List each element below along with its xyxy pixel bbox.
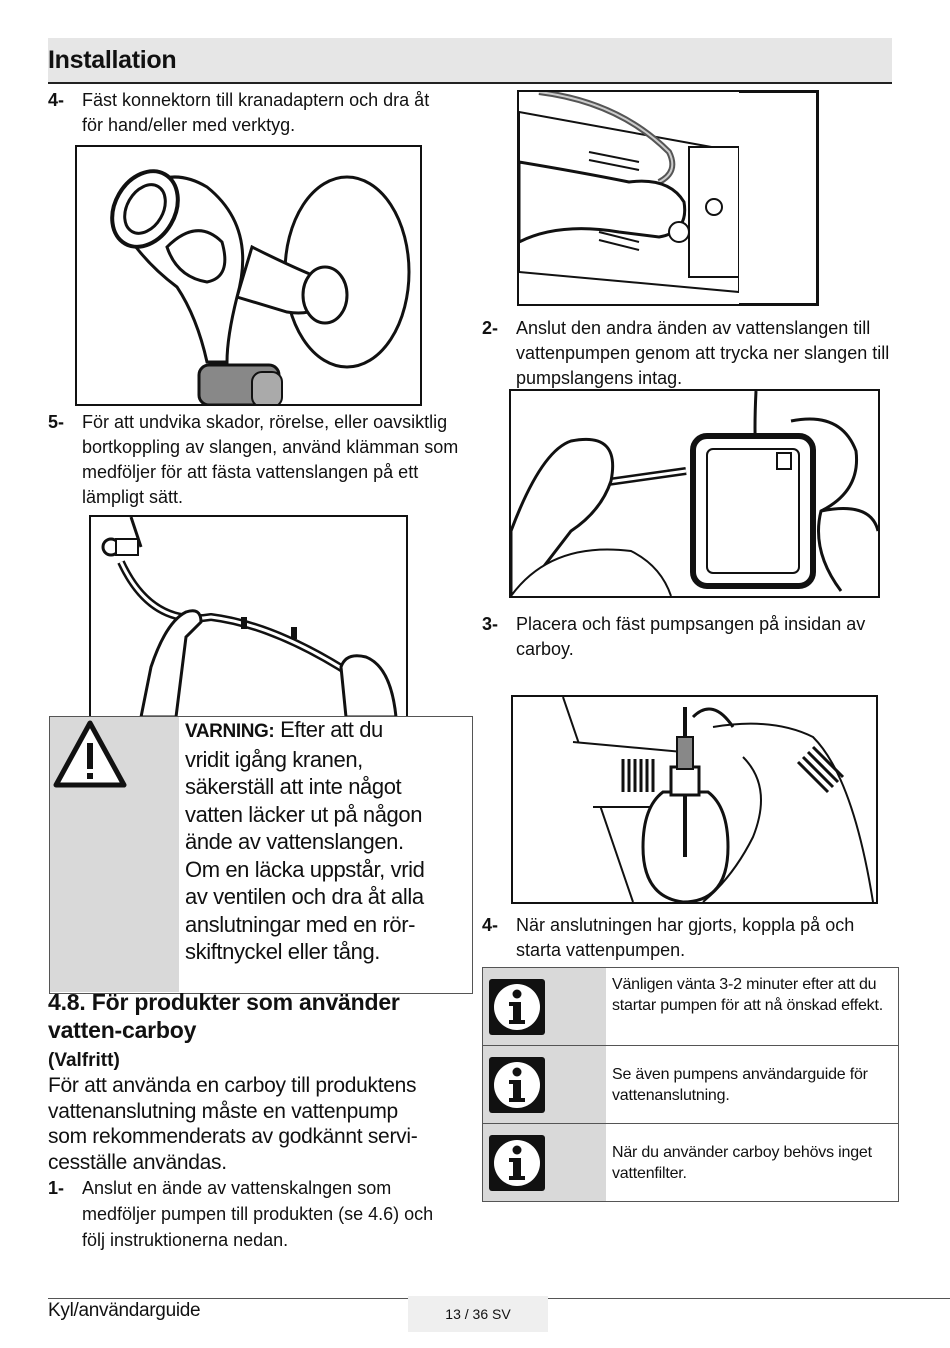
step-number: 1- bbox=[48, 1178, 65, 1198]
step-text: Anslut den andra änden av vattenslangen till vattenpumpen genom att trycka ner slangen till pumpslangens intag. bbox=[516, 318, 890, 388]
left-step-5 bbox=[48, 410, 468, 510]
info-icon-panel bbox=[483, 968, 606, 1045]
info-icon bbox=[489, 979, 545, 1035]
warning-body: Efter att du vridit igång kranen, säkerställ att inte något vatten läcker ut på någon ände av vattenslangen. Om en läcka uppstår, vrid av ventilen och dra åt alla anslutningar med en rör-skiftnyckel eller tång. bbox=[185, 717, 425, 964]
warning-text bbox=[185, 716, 425, 966]
step-number: 5- bbox=[48, 412, 65, 432]
right-step-2 bbox=[482, 316, 892, 391]
right-step-3 bbox=[482, 612, 892, 662]
step-text: Placera och fäst pumpsangen på insidan av carboy. bbox=[516, 614, 866, 659]
right-step-4 bbox=[482, 913, 892, 963]
info-icon bbox=[489, 1135, 545, 1191]
step-text: För att undvika skador, rörelse, eller oavsiktlig bortkoppling av slangen, använd klämman som medföljer för att fästa vattenslangen på ett lämpligt sätt. bbox=[82, 412, 459, 507]
footer-page-number: 13 / 36 SV bbox=[408, 1296, 548, 1332]
info-icon-panel bbox=[483, 1124, 606, 1201]
warning-label: VARNING: bbox=[185, 721, 275, 742]
step-text: När anslutningen har gjorts, koppla på och starta vattenpumpen. bbox=[516, 915, 855, 960]
figure-hose-to-fridge bbox=[517, 90, 819, 306]
section-step-1 bbox=[48, 1175, 458, 1253]
warning-triangle-icon bbox=[52, 719, 128, 791]
footer-guide-title: Kyl/användarguide bbox=[48, 1300, 201, 1321]
step-text: Fäst konnektorn till kranadaptern och dra åt för hand/eller med verktyg. bbox=[82, 90, 430, 135]
info-note-1 bbox=[482, 967, 899, 1046]
step-number: 4- bbox=[48, 90, 65, 110]
page-title: Installation bbox=[48, 46, 177, 74]
step-text: Anslut en ände av vattenskalngen som medföljer pumpen till produkten (se 4.6) och följ instruktionerna nedan. bbox=[82, 1178, 434, 1250]
section-subtitle: (Valfritt) bbox=[48, 1050, 120, 1071]
figure-carboy bbox=[511, 695, 878, 904]
info-icon bbox=[489, 1057, 545, 1113]
section-title: 4.8. För produkter som använder vatten-carboy bbox=[48, 989, 400, 1043]
figure-tap-adapter bbox=[75, 145, 422, 406]
section-paragraph: För att använda en carboy till produktens vattenanslutning måste en vattenpump som rekommenderats av godkännt servi-cesställe användas. bbox=[48, 1074, 418, 1174]
info-note-3 bbox=[482, 1123, 899, 1202]
figure-hose-to-pump bbox=[509, 389, 880, 598]
warning-icon-panel bbox=[50, 717, 179, 992]
step-number: 4- bbox=[482, 915, 499, 935]
left-step-4 bbox=[48, 88, 448, 138]
info-note-2 bbox=[482, 1045, 899, 1124]
info-note-text: Se även pumpens användarguide för vattenanslutning. bbox=[612, 1066, 868, 1104]
info-note-text: När du använder carboy behövs inget vattenfilter. bbox=[612, 1144, 872, 1182]
step-number: 2- bbox=[482, 318, 499, 338]
info-icon-panel bbox=[483, 1046, 606, 1123]
info-note-text: Vänligen vänta 3-2 minuter efter att du startar pumpen för att nå önskad effekt. bbox=[612, 976, 883, 1014]
step-number: 3- bbox=[482, 614, 499, 634]
figure-hose-clamp bbox=[89, 515, 408, 719]
